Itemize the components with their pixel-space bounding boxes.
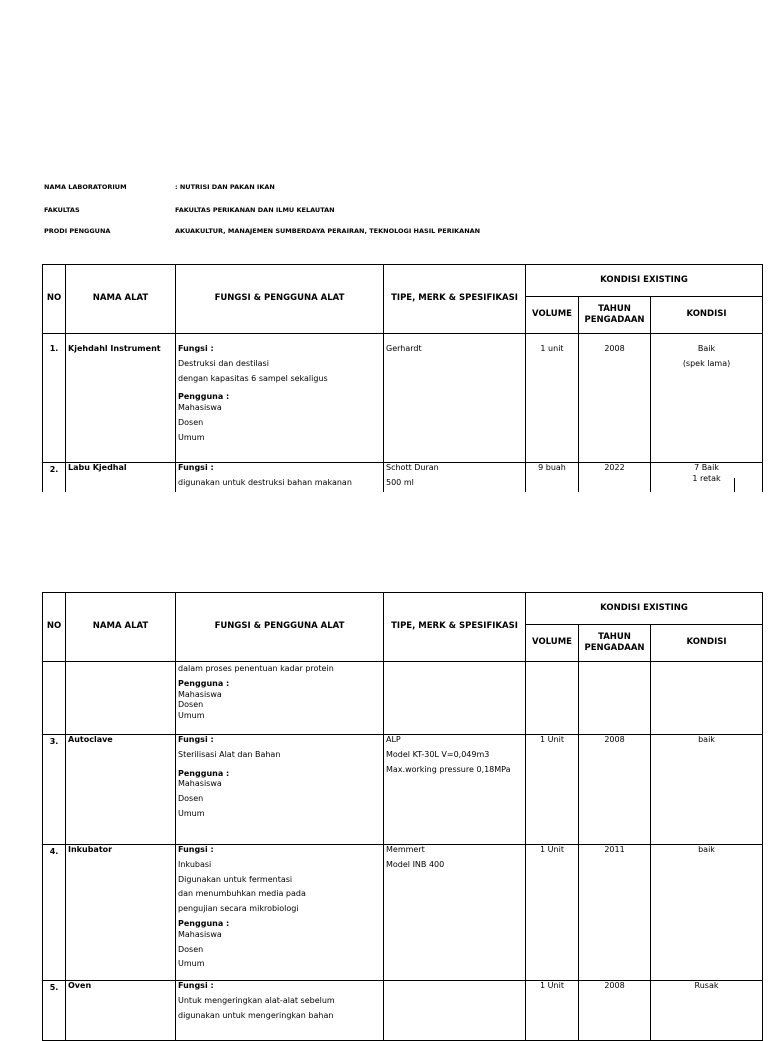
table-row bbox=[43, 662, 763, 735]
page-break bbox=[0, 492, 768, 592]
row-tahun: 2008 bbox=[579, 334, 651, 463]
header-nama-alat: NAMA ALAT bbox=[66, 593, 176, 662]
header-nama-alat: NAMA ALAT bbox=[66, 265, 176, 334]
header-tahun: TAHUN PENGADAAN bbox=[579, 297, 651, 334]
equipment-table-page-2 bbox=[42, 592, 763, 1041]
row-no bbox=[43, 662, 66, 735]
row-fungsi: Fungsi : Inkubasi Digunakan untuk fermentasi dan menumbuhkan media pada pengujian secara mikrobiologi Pengguna : Mahasiswa Dosen Umum bbox=[176, 845, 384, 981]
row-fungsi: Fungsi : Sterilisasi Alat dan Bahan Pengguna : Mahasiswa Dosen Umum bbox=[176, 735, 384, 845]
row-kondisi: 7 Baik 1 retak bbox=[651, 463, 763, 523]
header-volume: VOLUME bbox=[526, 625, 579, 662]
header-tipe: TIPE, MERK & SPESIFIKASI bbox=[384, 265, 526, 334]
row-no: 3. bbox=[43, 735, 66, 845]
row-volume bbox=[526, 662, 579, 735]
row-kondisi: baik bbox=[651, 735, 763, 845]
header-no: NO bbox=[43, 593, 66, 662]
row-volume: 9 buah bbox=[526, 463, 579, 523]
row-tahun: 2011 bbox=[579, 845, 651, 981]
header-no: NO bbox=[43, 265, 66, 334]
table-row bbox=[43, 981, 763, 1041]
row-nama-alat: Inkubator bbox=[66, 845, 176, 981]
header-kondisi: KONDISI bbox=[651, 625, 763, 662]
header-fungsi: FUNGSI & PENGGUNA ALAT bbox=[176, 265, 384, 334]
row-volume: 1 Unit bbox=[526, 981, 579, 1041]
header-tahun: TAHUN PENGADAAN bbox=[579, 625, 651, 662]
row-volume: 1 unit bbox=[526, 334, 579, 463]
meta-label: FAKULTAS bbox=[44, 206, 80, 214]
row-tahun: 2008 bbox=[579, 981, 651, 1041]
row-nama-alat: Kjehdahl Instrument bbox=[66, 334, 176, 463]
page-edge-mark bbox=[734, 478, 735, 492]
row-no: 4. bbox=[43, 845, 66, 981]
meta-value: FAKULTAS PERIKANAN DAN ILMU KELAUTAN bbox=[175, 206, 335, 214]
row-tipe bbox=[384, 981, 526, 1041]
row-fungsi: Fungsi : Untuk mengeringkan alat-alat sebelum digunakan untuk mengeringkan bahan bbox=[176, 981, 384, 1041]
row-tahun: 2022 bbox=[579, 463, 651, 523]
row-volume: 1 Unit bbox=[526, 845, 579, 981]
row-kondisi: baik bbox=[651, 845, 763, 981]
meta-label: PRODI PENGGUNA bbox=[44, 227, 111, 235]
row-tahun bbox=[579, 662, 651, 735]
row-kondisi: Baik (spek lama) bbox=[651, 334, 763, 463]
row-nama-alat: Oven bbox=[66, 981, 176, 1041]
header-fungsi: FUNGSI & PENGGUNA ALAT bbox=[176, 593, 384, 662]
row-tipe: Schott Duran 500 ml bbox=[384, 463, 526, 523]
row-kondisi: Rusak bbox=[651, 981, 763, 1041]
header-volume: VOLUME bbox=[526, 297, 579, 334]
table-row bbox=[43, 845, 763, 981]
table-row bbox=[43, 735, 763, 845]
equipment-table-page-1 bbox=[42, 264, 763, 523]
row-nama-alat: Labu Kjedhal bbox=[66, 463, 176, 523]
table-row bbox=[43, 334, 763, 463]
header-tipe: TIPE, MERK & SPESIFIKASI bbox=[384, 593, 526, 662]
row-tipe: Gerhardt bbox=[384, 334, 526, 463]
meta-value: : NUTRISI DAN PAKAN IKAN bbox=[175, 183, 275, 191]
row-tahun: 2008 bbox=[579, 735, 651, 845]
row-fungsi: Fungsi : Destruksi dan destilasi dengan kapasitas 6 sampel sekaligus Pengguna : Mahasiswa Dosen Umum bbox=[176, 334, 384, 463]
header-kondisi-existing: KONDISI EXISTING bbox=[526, 593, 763, 625]
header-kondisi: KONDISI bbox=[651, 297, 763, 334]
row-tipe: ALP Model KT-30L V=0,049m3 Max.working pressure 0,18MPa bbox=[384, 735, 526, 845]
row-no: 5. bbox=[43, 981, 66, 1041]
row-tipe bbox=[384, 662, 526, 735]
row-fungsi: dalam proses penentuan kadar protein Pengguna : Mahasiswa Dosen Umum bbox=[176, 662, 384, 735]
row-nama-alat: Autoclave bbox=[66, 735, 176, 845]
meta-value: AKUAKULTUR, MANAJEMEN SUMBERDAYA PERAIRAN, TEKNOLOGI HASIL PERIKANAN bbox=[175, 227, 481, 235]
row-no: 1. bbox=[43, 334, 66, 463]
row-volume: 1 Unit bbox=[526, 735, 579, 845]
row-nama-alat bbox=[66, 662, 176, 735]
meta-label: NAMA LABORATORIUM bbox=[44, 183, 127, 191]
row-tipe: Memmert Model INB 400 bbox=[384, 845, 526, 981]
header-kondisi-existing: KONDISI EXISTING bbox=[526, 265, 763, 297]
row-no: 2. bbox=[43, 463, 66, 523]
row-kondisi bbox=[651, 662, 763, 735]
row-fungsi: Fungsi : digunakan untuk destruksi bahan makanan bbox=[176, 463, 384, 523]
